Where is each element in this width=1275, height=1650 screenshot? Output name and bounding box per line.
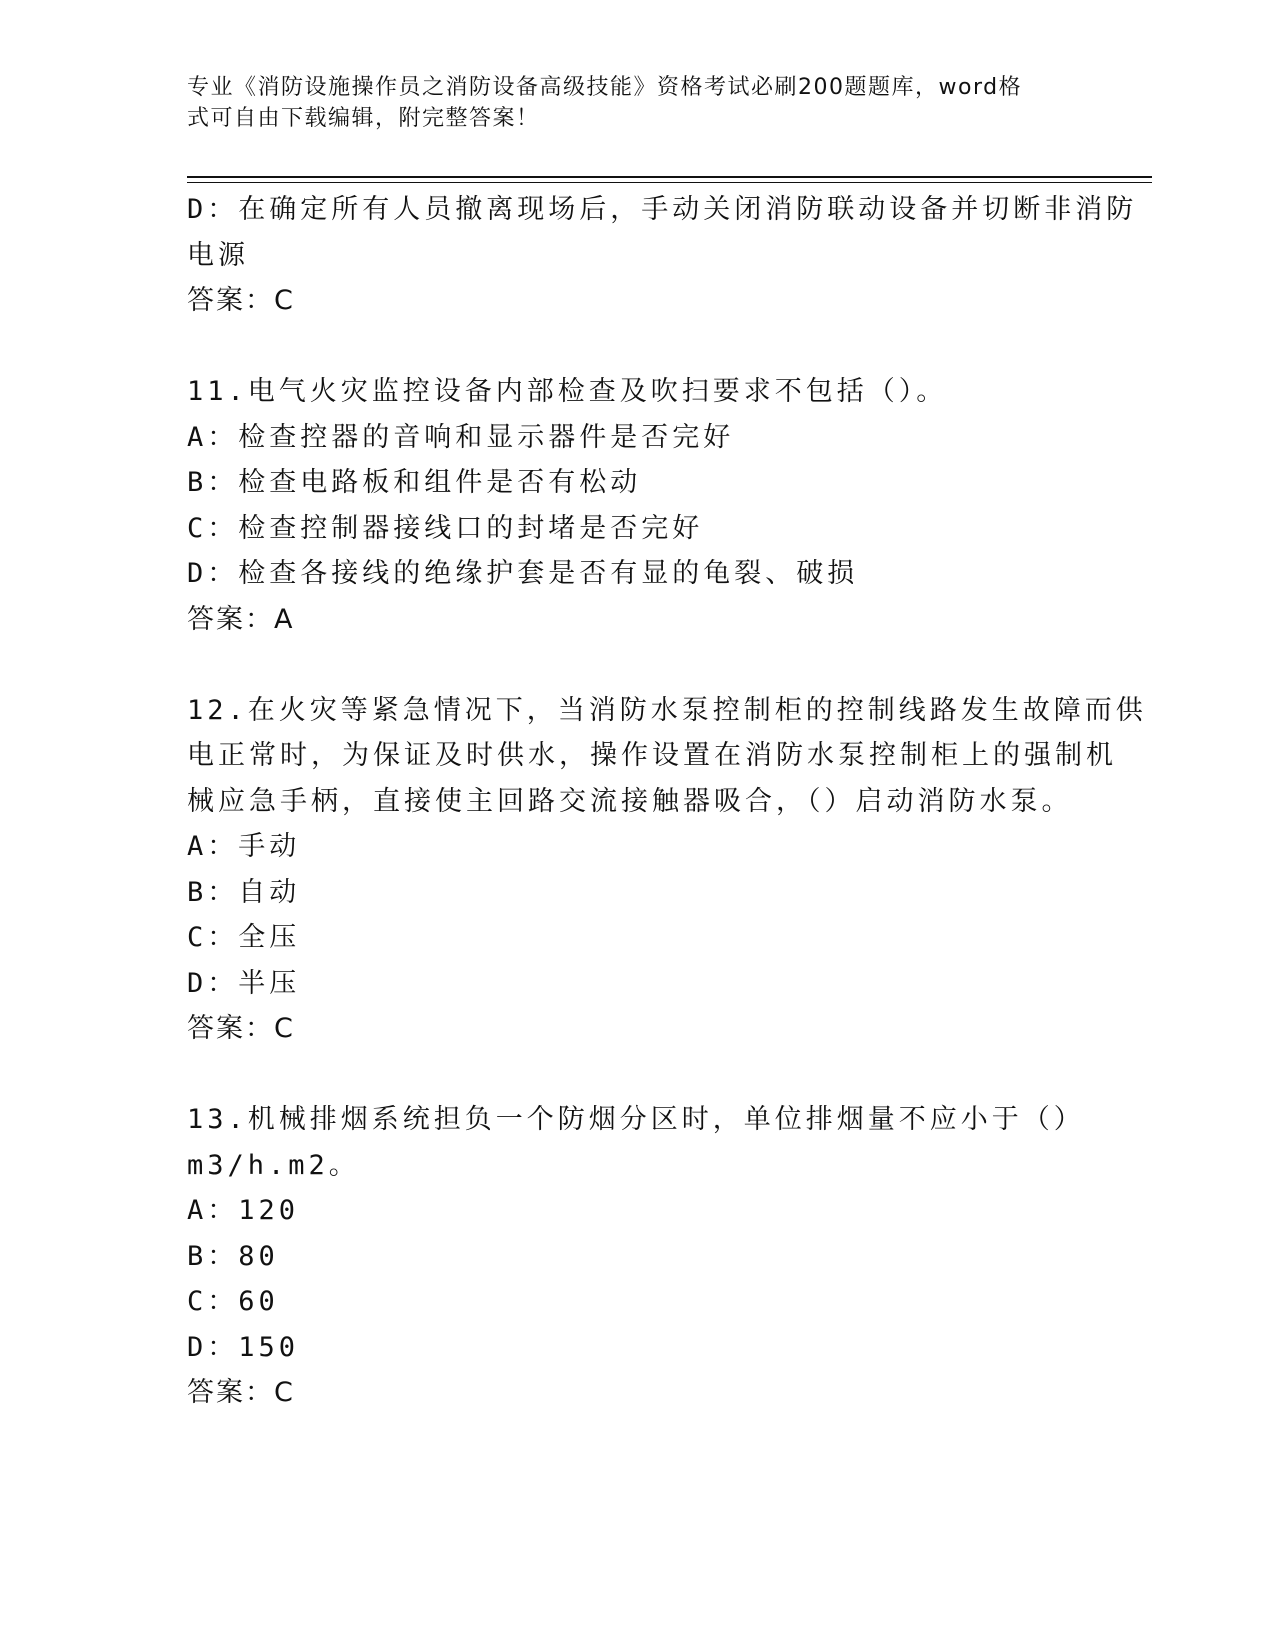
question-stem: 11.电气火灾监控设备内部检查及吹扫要求不包括（）。 [187,376,948,407]
option-a: A：手动 [187,831,301,862]
question-content [187,187,1147,1416]
question-stem: 电正常时，为保证及时供水，操作设置在消防水泵控制柜上的强制机 [187,740,1117,771]
question-stem: m3/h.m2。 [187,1149,360,1181]
question-spacer [187,642,1087,688]
answer-line: 答案：C [187,1377,295,1408]
question-11 [187,369,1087,642]
option-d: D：半压 [187,967,301,999]
option-d-line-1: D：在确定所有人员撤离现场后，手动关闭消防联动设备并切断非消防 [187,194,1138,225]
option-c: C：60 [187,1286,279,1317]
option-c: C：全压 [187,922,301,953]
header-divider-thin [187,182,1152,183]
question-13 [187,1097,1087,1416]
question-12 [187,688,1147,1052]
document-header [187,72,1067,134]
answer-line: 答案：A [187,603,295,635]
option-d: D：检查各接线的绝缘护套是否有显的龟裂、破损 [187,558,859,589]
question-spacer [187,1052,1087,1098]
question-stem: 13.机械排烟系统担负一个防烟分区时，单位排烟量不应小于（） [187,1104,1085,1135]
question-stem: 械应急手柄，直接使主回路交流接触器吸合，（）启动消防水泵。 [187,785,1073,817]
header-line-1: 专业《消防设施操作员之消防设备高级技能》资格考试必刷200题题库，word格 [187,75,1023,100]
header-divider-thick [187,176,1152,178]
question-stem: 12.在火灾等紧急情况下，当消防水泵控制柜的控制线路发生故障而供 [187,694,1147,726]
answer-line: 答案：C [187,285,295,316]
option-c: C：检查控制器接线口的封堵是否完好 [187,512,704,544]
option-b: B：检查电路板和组件是否有松动 [187,467,642,498]
option-b: B：80 [187,1240,279,1272]
header-line-2: 式可自由下载编辑，附完整答案！ [187,106,540,131]
answer-line: 答案：C [187,1013,295,1044]
option-a: A：120 [187,1195,300,1226]
option-d-line-2: 电源 [187,239,249,271]
option-a: A：检查控器的音响和显示器件是否完好 [187,421,735,453]
carryover-question [187,187,1138,324]
option-b: B：自动 [187,876,301,908]
option-d: D：150 [187,1331,300,1363]
question-spacer [187,324,1087,370]
